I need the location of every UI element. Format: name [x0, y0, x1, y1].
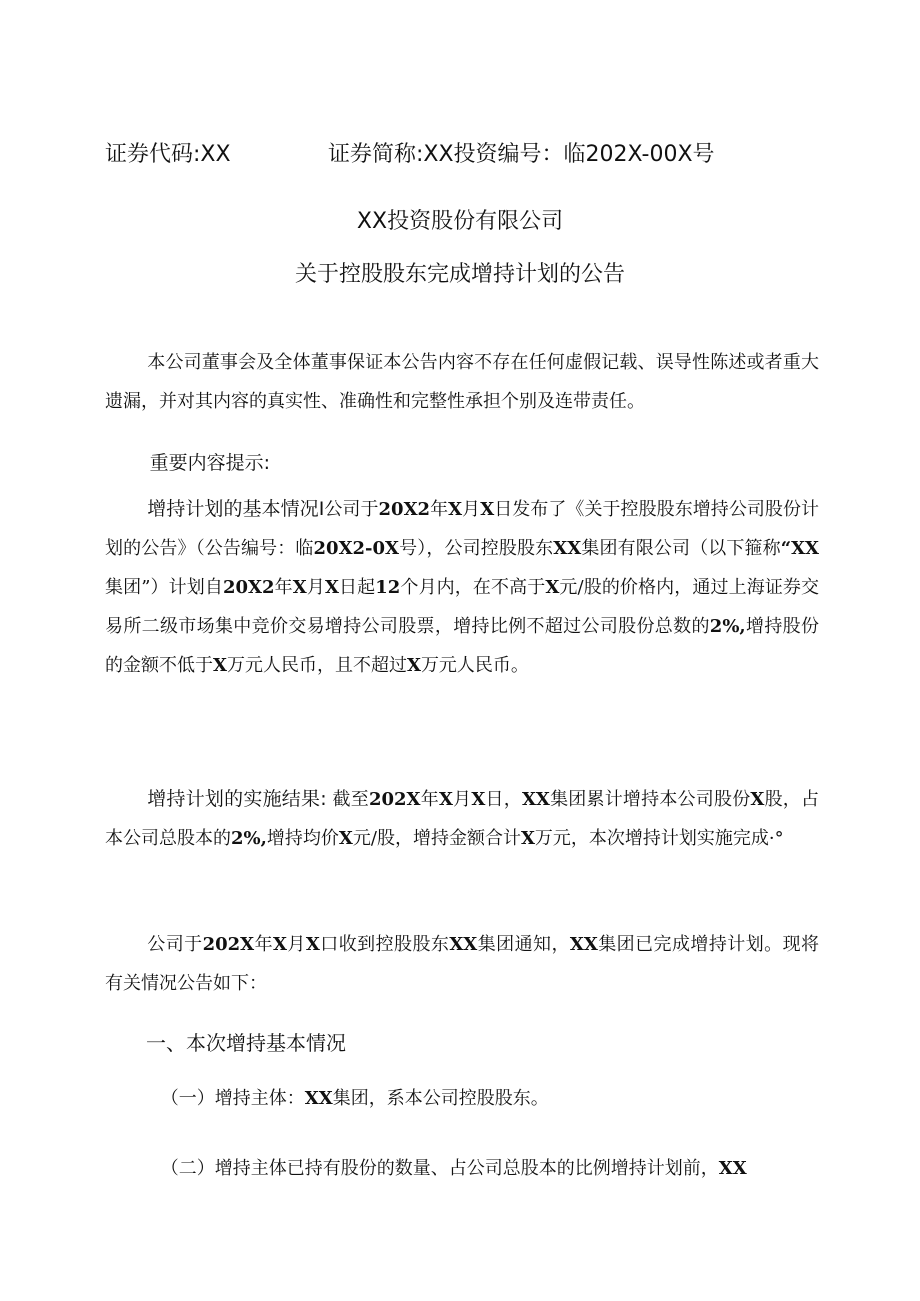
text-run: （一）增持主体：: [160, 1088, 305, 1109]
stock-code: 证券代码:XX: [105, 142, 231, 167]
text-run: 公司于: [147, 934, 203, 955]
text-run: 增持均价: [266, 828, 339, 849]
text-run-bold: X: [338, 828, 353, 849]
text-run: 日起: [338, 577, 376, 598]
text-run: 日发布了《关于控股股东增持公司股份计划的公告》（公告编号：临: [105, 499, 820, 559]
plan-result-paragraph: [105, 780, 819, 858]
text-run: 集团已完成增持计划。现将有关情况公告如下：: [105, 934, 820, 994]
text-run-bold: X: [750, 789, 765, 810]
text-run: 年: [274, 577, 293, 598]
plan-basic-paragraph: [105, 490, 819, 685]
text-run: 元/股的价格内，通过上海证券交易所二级市场集中竞价交易增持公司股票，增持比例不超过公司股份总数的: [105, 577, 820, 637]
text-run: 集团通知，: [477, 934, 570, 955]
text-run-bold: XX: [569, 934, 598, 955]
text-run: 集团，系本公司控股股东。: [332, 1088, 549, 1109]
text-run-bold: 20X2: [222, 577, 275, 598]
text-run: 号），公司控股股东: [399, 538, 554, 559]
text-run-bold: 12: [375, 577, 401, 598]
text-run-bold: X: [292, 577, 307, 598]
text-run-bold: XX: [718, 1158, 747, 1179]
text-run-bold: XX: [449, 934, 478, 955]
text-run-bold: XX: [521, 789, 550, 810]
subsection-2: [105, 1149, 819, 1188]
text-run: 万元，本次增持计划实施完成·°: [534, 828, 784, 849]
section-1-heading: 一、本次增持基本情况: [146, 1031, 346, 1055]
text-run: 集团有限公司（以下箍称: [581, 538, 781, 559]
plan-result-lead: 增持计划的实施结果:: [147, 788, 327, 810]
text-run-bold: X: [305, 934, 320, 955]
company-name-title: XX投资股份有限公司: [356, 209, 564, 234]
text-run-bold: X: [545, 577, 560, 598]
text-run-bold: X: [448, 499, 463, 520]
text-run: 口收到控股股东: [319, 934, 450, 955]
text-run: 截至: [326, 789, 369, 810]
text-run-bold: X: [324, 577, 339, 598]
text-run-bold: XX: [304, 1088, 333, 1109]
board-statement: 本公司董事会及全体董事保证本公告内容不存在任何虚假记载、误导性陈述或者重大遗漏，并对其内容的真实性、准确性和完整性承担个别及连带责任。: [105, 352, 819, 412]
text-run-bold: X: [471, 789, 486, 810]
key-tips-heading: 重要内容提示:: [149, 452, 271, 474]
plan-basic-lead: 增持计划的基本情况I: [147, 498, 325, 520]
notice-paragraph: [105, 925, 819, 1003]
text-run: 年: [254, 934, 274, 955]
text-run-bold: 20X2: [378, 499, 431, 520]
text-run: 年: [430, 499, 449, 520]
text-run-bold: “XX: [780, 538, 820, 559]
text-run: 日，: [485, 789, 522, 810]
text-run: （二）增持主体已持有股份的数量、占公司总股本的比例增持计划前，: [160, 1158, 719, 1179]
text-run-bold: XX: [553, 538, 582, 559]
text-run: 集团”）计划自: [105, 577, 223, 598]
text-run-bold: X: [480, 499, 495, 520]
text-run-bold: X: [213, 655, 227, 676]
text-run: 月: [462, 499, 481, 520]
stock-abbreviation-and-number: 证券简称:XX投资编号：临202X-00X号: [328, 142, 715, 167]
text-run: 万元人民币。: [420, 655, 529, 676]
text-run-bold: X: [406, 655, 421, 676]
text-run-bold: X: [273, 934, 287, 955]
text-run: 股，占本公司总股本的: [105, 789, 820, 849]
text-run: 年: [420, 789, 439, 810]
text-run-bold: X: [520, 828, 535, 849]
text-run: 万元人民币，且不超过: [226, 655, 407, 676]
text-run-bold: 202X: [368, 789, 421, 810]
text-run: 月: [306, 577, 325, 598]
text-run: 月: [452, 789, 472, 810]
text-run-bold: 2%,: [709, 616, 746, 637]
text-run: 元/股，增持金额合计: [352, 828, 521, 849]
text-run-bold: 2%,: [231, 828, 267, 849]
announcement-title: 关于控股股东完成增持计划的公告: [294, 262, 625, 287]
text-run: 公司于: [324, 499, 379, 520]
text-run-bold: 202X: [202, 934, 255, 955]
text-run-bold: 20X2-0X: [313, 538, 400, 559]
text-run: 个月内，在不高于: [400, 577, 546, 598]
text-run-bold: X: [438, 789, 453, 810]
text-run: 增持股份的金额不低于: [105, 616, 820, 676]
text-run: 月: [287, 934, 306, 955]
subsection-1: [105, 1079, 819, 1118]
text-run: 集团累计增持本公司股份: [549, 789, 751, 810]
